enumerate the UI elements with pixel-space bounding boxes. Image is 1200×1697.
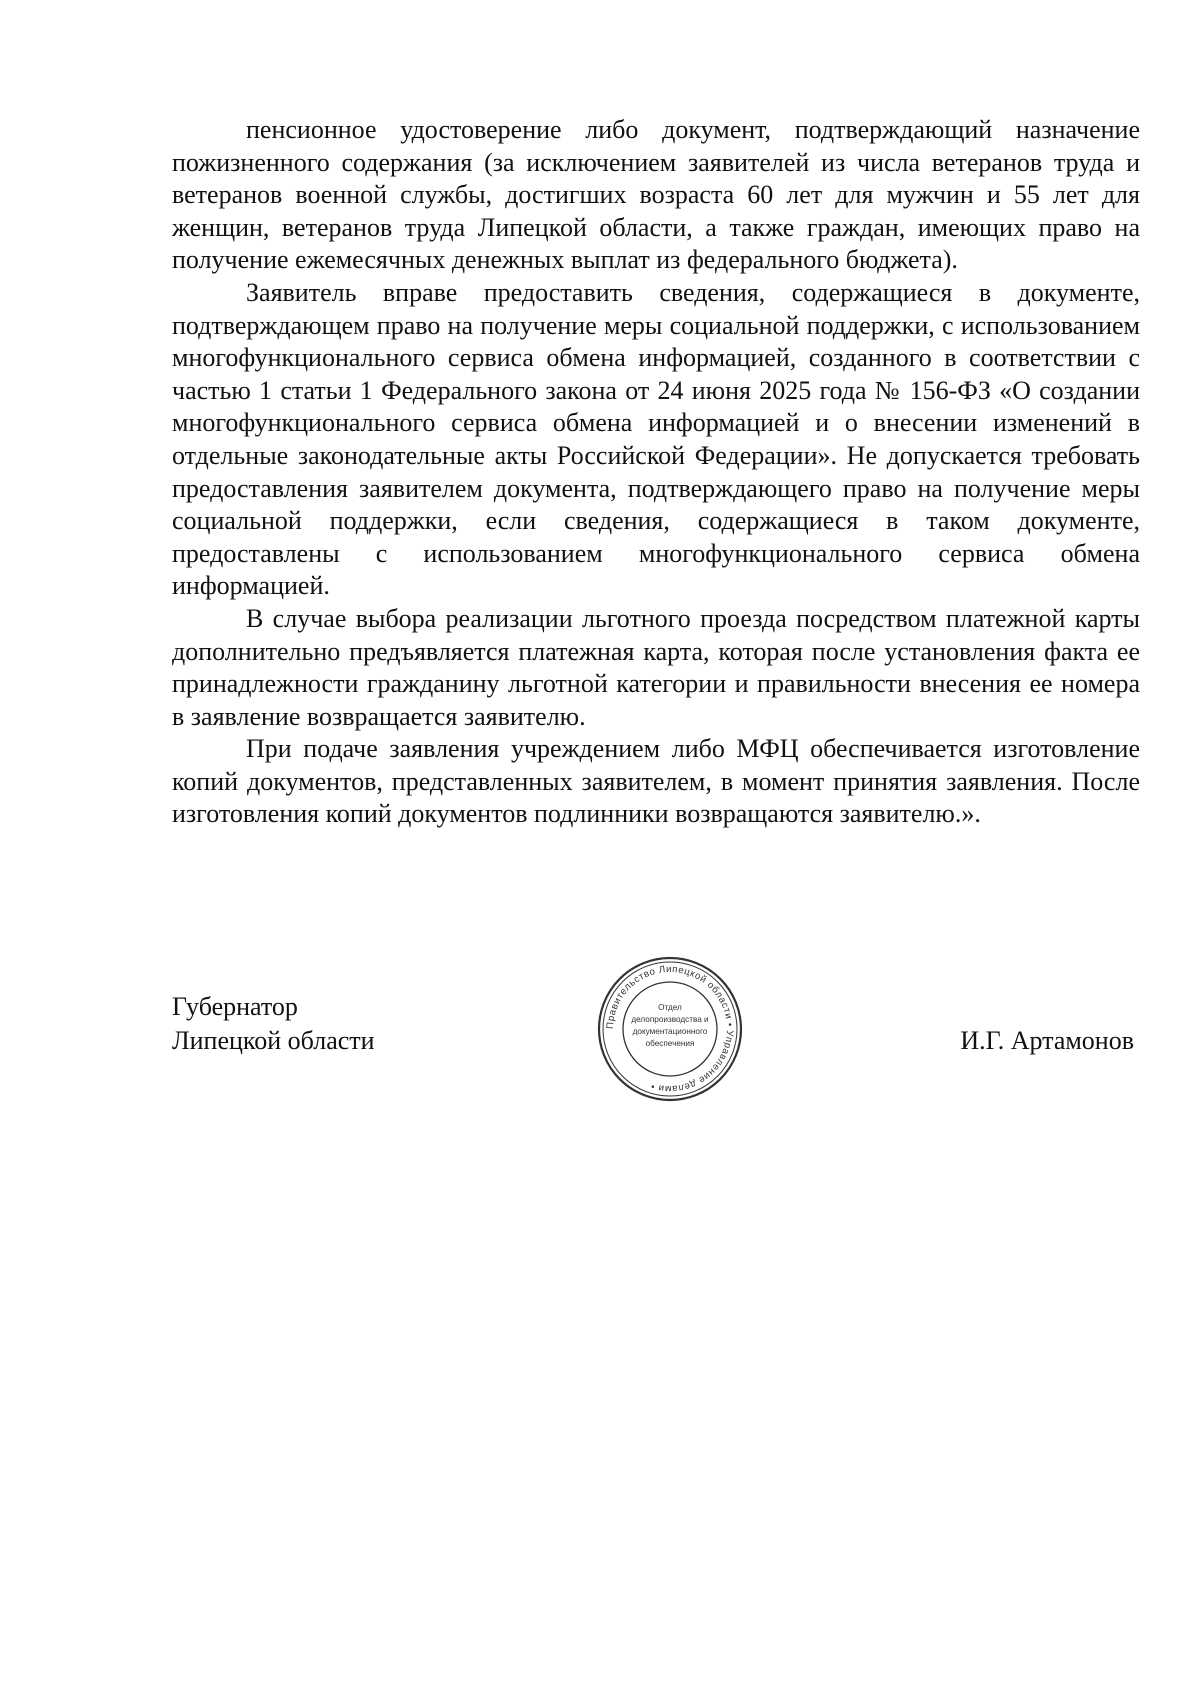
signer-position-line-2: Липецкой области (172, 1026, 375, 1055)
official-seal-stamp (596, 955, 744, 1103)
paragraph-pension-certificate: пенсионное удостоверение либо документ, подтверждающий назначение пожизненного содержания (за исключением заявителей из числа ветеранов труда и ветеранов военной службы, достигших возраста 60 лет для мужчин и 55 лет для женщин, ветеранов труда Липецкой области, а также граждан, имеющих право на получение ежемесячных денежных выплат из федерального бюджета). (172, 115, 1140, 275)
seal-inner-line-3: документационного (632, 1027, 708, 1036)
document-body (172, 114, 1140, 831)
seal-inner-line-4: обеспечения (645, 1039, 695, 1048)
seal-outer-text: Правительство Липецкой области • Управление делами • (604, 963, 736, 1095)
signer-position (172, 990, 375, 1058)
paragraph-applicant-rights: Заявитель вправе предоставить сведения, содержащиеся в документе, подтверждающем право на получение меры социальной поддержки, с использованием многофункционального сервиса обмена информацией, созданного в соответствии с частью 1 статьи 1 Федерального закона от 24 июня 2025 года № 156-ФЗ «О создании многофункционального сервиса обмена информацией и о внесении изменений в отдельные законодательные акты Российской Федерации». Не допускается требовать предоставления заявителем документа, подтверждающего право на получение меры социальной поддержки, если сведения, содержащиеся в таком документе, предоставлены с использованием многофункционального сервиса обмена информацией. (172, 277, 1140, 601)
paragraph-document-copies: При подаче заявления учреждением либо МФЦ обеспечивается изготовление копий документов, представленных заявителем, в момент принятия заявления. После изготовления копий документов подлинники возвращаются заявителю.». (172, 734, 1140, 829)
paragraph-payment-card: В случае выбора реализации льготного проезда посредством платежной карты дополнительно предъявляется платежная карта, которая после установления факта ее принадлежности гражданину льготной категории и правильности внесения ее номера в заявление возвращается заявителю. (172, 603, 1140, 731)
seal-inner-line-2: делопроизводства и (631, 1015, 709, 1024)
seal-inner-line-1: Отдел (658, 1003, 682, 1012)
signer-position-line-1: Губернатор (172, 992, 298, 1021)
signer-name: И.Г. Артамонов (960, 1026, 1134, 1055)
